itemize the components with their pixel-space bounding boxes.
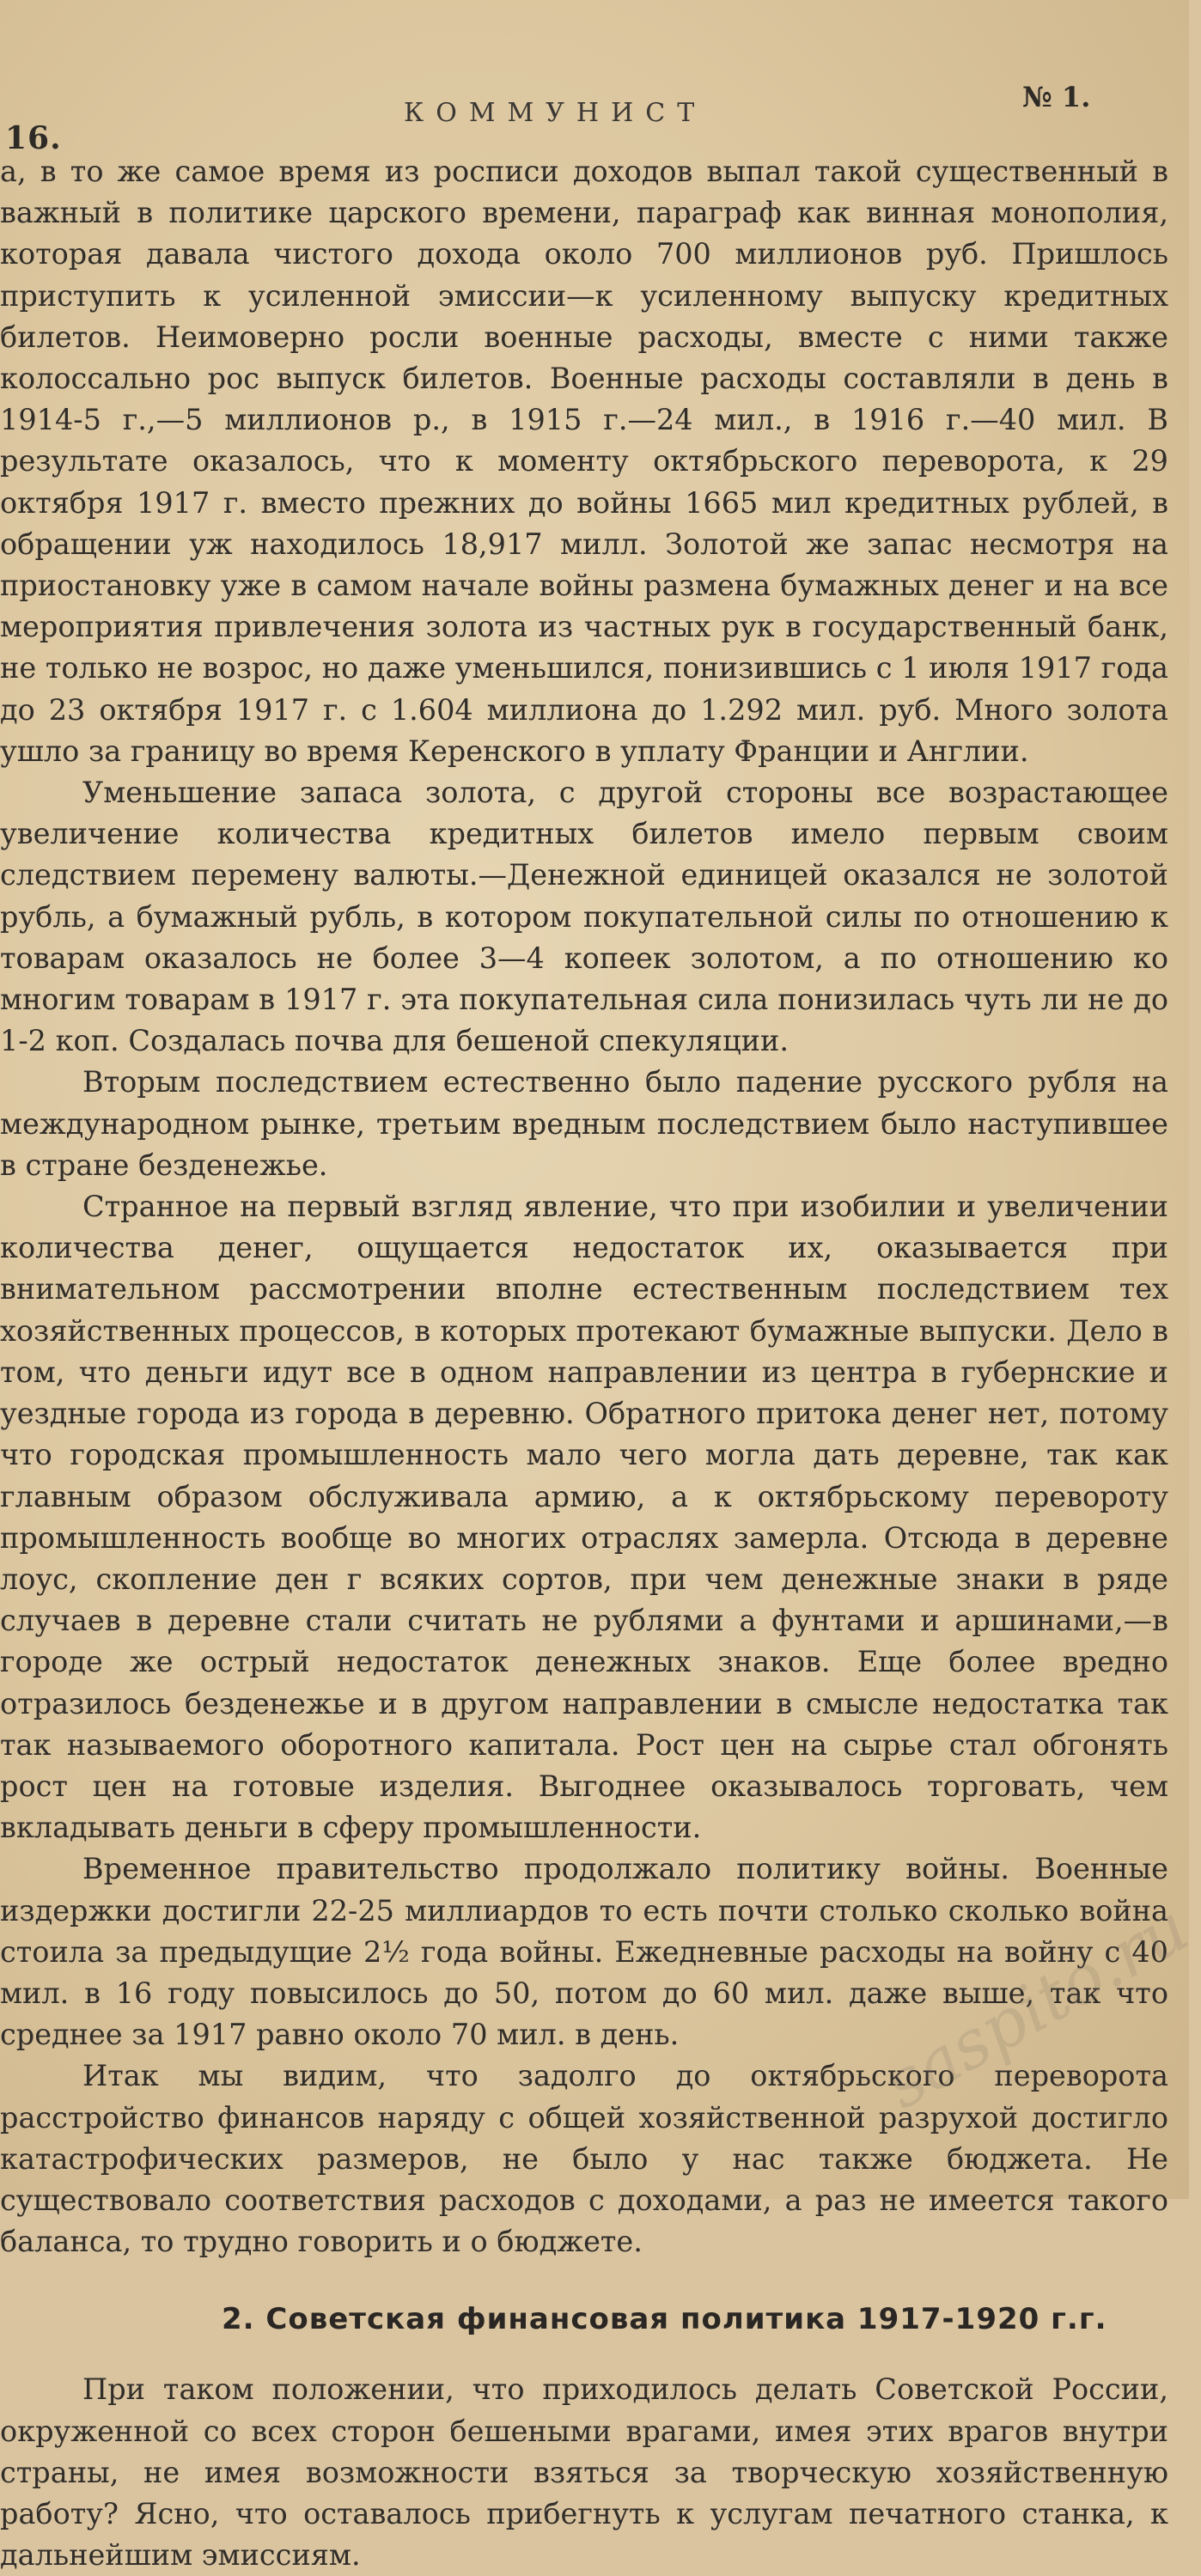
paragraph-4: Странное на первый взгляд явление, что при изобилии и увеличении количества денег, ощущается недостаток их, оказывается при внимательном рассмотрении вполне естественным последствием тех хозяйственных процессов, в которых протекают бумажные выпуски. Дело в том, что деньги идут все в одном направлении из центра в губернские и уездные города из города в деревню. Обратного притока денег нет, потому что городская промышленность мало чего могла дать деревне, так как главным образом обслуживала армию, а к октябрьскому перевороту промышленность вообще во многих отраслях замерла. Отсюда в деревне лоус, скопление ден г всяких сортов, при чем денежные знаки в ряде случаев в деревне стали считать не рублями а фунтами и аршинами,—в городе же острый недостаток денежных знаков. Еще более вредно отразилось безденежье и в другом направлении в смысле недостатка так так называемого оборотного капитала. Рост цен на сырье стал обгонять рост цен на готовые изделия. Выгоднее оказывалось торговать, чем вкладывать деньги в сферу промышленности. — [0, 1190, 1168, 1845]
page-header — [0, 76, 1189, 156]
paragraph-7: При таком положении, что приходилось делать Советской России, окруженной со всех сторон бешеными врагами, имея этих врагов внутри страны, не имея возможности взяться за творческую хозяйственную работу? Ясно, что оставалось прибегнуть к услугам печатного станка, к дальнейшим эмиссиям. — [0, 2372, 1168, 2573]
paragraph-2: Уменьшение запаса золота, с другой стороны все возрастающее увеличение количества кредитных билетов имело первым своим следствием перемену валюты.—Денежной единицей оказался не золотой рубль, а бумажный рубль, в котором покупательной силы по отношению к товарам оказалось не более 3—4 копеек золотом, а по отношению ко многим товарам в 1917 г. эта покупательная сила понизилась чуть ли не до 1-2 коп. Создалась почва для бешеной спекуляции. — [0, 776, 1168, 1058]
paragraph-1: а, в то же самое время из росписи доходов выпал такой существенный в важный в политике царского времени, параграф как винная монополия, которая давала чистого дохода около 700 миллионов руб. Пришлось приступить к усиленной эмиссии—к усиленному выпуску кредитных билетов. Неимоверно росли военные расходы, вместе с ними также колоссально рос выпуск билетов. Военные расходы составляли в день в 1914-5 г.,—5 миллионов р., в 1915 г.—24 мил., в 1916 г.—40 мил. В результате оказалось, что к моменту октябрьского переворота, к 29 октября 1917 г. вместо прежних до войны 1665 мил кредитных рублей, в обращении уж находилось 18,917 милл. Золотой же запас несмотря на приостановку уже в самом начале войны размена бумажных денег и на все мероприятия привлечения золота из частных рук в государственный банк, не только не возрос, но даже уменьшился, понизившись с 1 июля 1917 года до 23 октября 1917 г. с 1.604 миллиона до 1.292 мил. руб. Много золота ушло за границу во время Керенского в уплату Франции и Англии. — [0, 155, 1168, 768]
watermark: saspito.ru — [872, 1889, 1201, 2124]
issue-number: № 1. — [1022, 81, 1091, 113]
article-column — [0, 151, 1168, 2576]
section-heading: 2. Советская финансовая политика 1917-1920 г.г. — [222, 2302, 1107, 2337]
paragraph-3: Вторым последствием естественно было падение русского рубля на международном рынке, третьим вредным последствием было наступившее в стране безденежье. — [0, 1065, 1168, 1182]
journal-title: КОММУНИСТ — [404, 98, 707, 128]
paragraph-6: Итак мы видим, что задолго до октябрьского переворота расстройство финансов наряду с общей хозяйственной разрухой достигло катастрофических размеров, не было у нас также бюджета. Не существовало соответствия расходов с доходами, а раз не имеется такого баланса, то трудно говорить и о бюджете. — [0, 2059, 1168, 2259]
page-number: 16. — [5, 120, 62, 156]
paragraph-5: Временное правительство продолжало политику войны. Военные издержки достигли 22-25 миллиардов то есть почти столько сколько война стоила за предыдущие 2½ года войны. Ежедневные расходы на войну с 40 мил. в 16 году повысилось до 50, потом до 60 мил. даже выше, так что среднее за 1917 равно около 70 мил. в день. — [0, 1852, 1168, 2052]
